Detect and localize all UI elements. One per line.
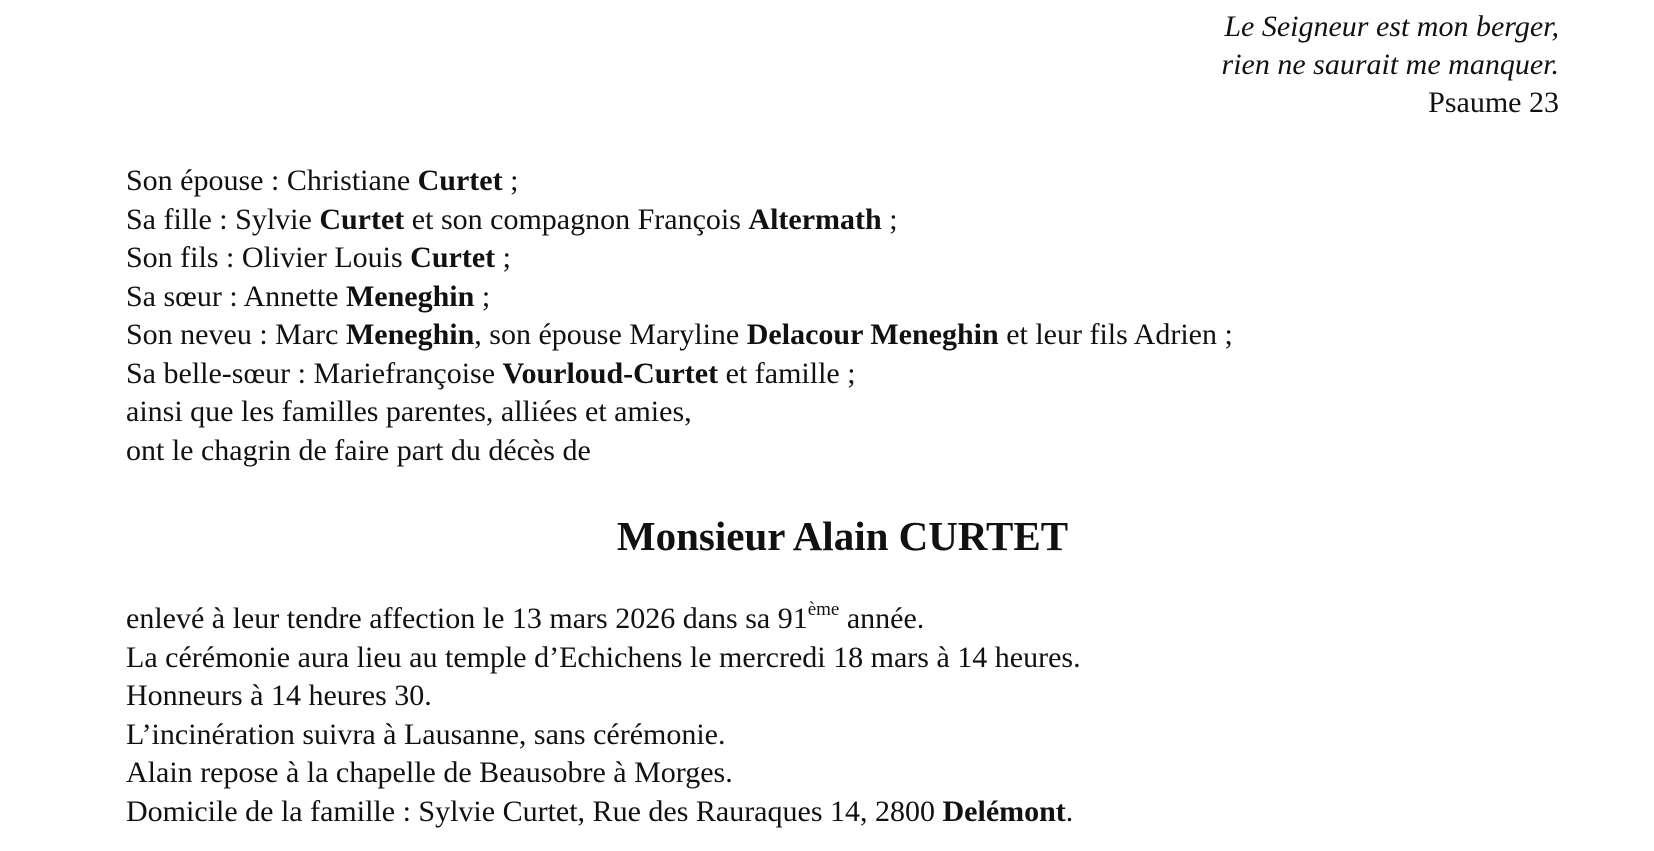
line-suffix: ; — [474, 279, 491, 313]
domicile-city: Delémont — [942, 794, 1066, 828]
relation-text: Sa fille : Sylvie — [126, 202, 320, 236]
family-list — [126, 162, 1233, 470]
surname: Curtet — [319, 202, 405, 236]
family-line-wife — [126, 162, 1233, 201]
epigraph-verse-line: Le Seigneur est mon berger, — [1224, 10, 1559, 43]
relation-text: Son neveu : Marc — [126, 318, 346, 351]
family-line-daughter — [126, 201, 1233, 240]
family-line-nephew — [126, 316, 1233, 355]
family-line-son — [126, 239, 1233, 278]
line-suffix: ; — [495, 241, 511, 274]
family-line-sister — [126, 278, 1233, 317]
domicile-suffix: . — [1065, 794, 1074, 828]
relation-text: Sa sœur : Annette — [126, 279, 346, 313]
surname: Vourloud-Curtet — [502, 356, 719, 390]
ordinal-superscript: ème — [807, 599, 840, 620]
relation-text: Sa belle-sœur : Mariefrançoise — [126, 356, 503, 390]
surname: Delacour Meneghin — [746, 318, 999, 351]
surname: Altermath — [748, 202, 882, 236]
line-suffix: ; — [881, 202, 898, 236]
domicile-text: Domicile de la famille : Sylvie Curtet, Rue des Rauraques 14, 2800 — [126, 794, 943, 828]
death-text: enlevé à leur tendre affection le 13 mars 2026 dans sa 91 — [126, 602, 808, 635]
details-block — [126, 600, 1081, 831]
surname: Meneghin — [345, 318, 475, 351]
line-suffix: et famille ; — [718, 356, 856, 390]
domicile-line — [126, 793, 1081, 832]
line-suffix: et leur fils Adrien ; — [998, 318, 1233, 351]
epigraph-reference: Psaume 23 — [1428, 86, 1559, 119]
surname: Curtet — [410, 241, 496, 274]
surname: Meneghin — [345, 279, 475, 313]
relation-text: et son compagnon François — [404, 202, 749, 236]
rests-line: Alain repose à la chapelle de Beausobre à Morges. — [126, 756, 733, 789]
family-line-sister-in-law — [126, 355, 1233, 394]
line-suffix: ; — [502, 164, 519, 197]
honours-line: Honneurs à 14 heures 30. — [126, 679, 432, 712]
deceased-name: Monsieur Alain CURTET — [616, 513, 1069, 559]
epigraph-verse-line: rien ne saurait me manquer. — [1221, 48, 1559, 81]
death-line — [126, 600, 1081, 639]
incineration-line: L’incinération suivra à Lausanne, sans cérémonie. — [126, 717, 726, 751]
relation-text: Son épouse : Christiane — [126, 164, 418, 197]
death-text-end: année. — [839, 602, 925, 635]
announcement-line: ont le chagrin de faire part du décès de — [126, 433, 591, 467]
surname: Curtet — [417, 164, 503, 197]
ceremony-line: La cérémonie aura lieu au temple d’Echichens le mercredi 18 mars à 14 heures. — [126, 640, 1081, 674]
epigraph — [1222, 8, 1559, 122]
relation-text: , son épouse Maryline — [474, 318, 747, 351]
family-line-others: ainsi que les familles parentes, alliées et amies, — [126, 395, 692, 428]
relation-text: Son fils : Olivier Louis — [126, 241, 411, 274]
